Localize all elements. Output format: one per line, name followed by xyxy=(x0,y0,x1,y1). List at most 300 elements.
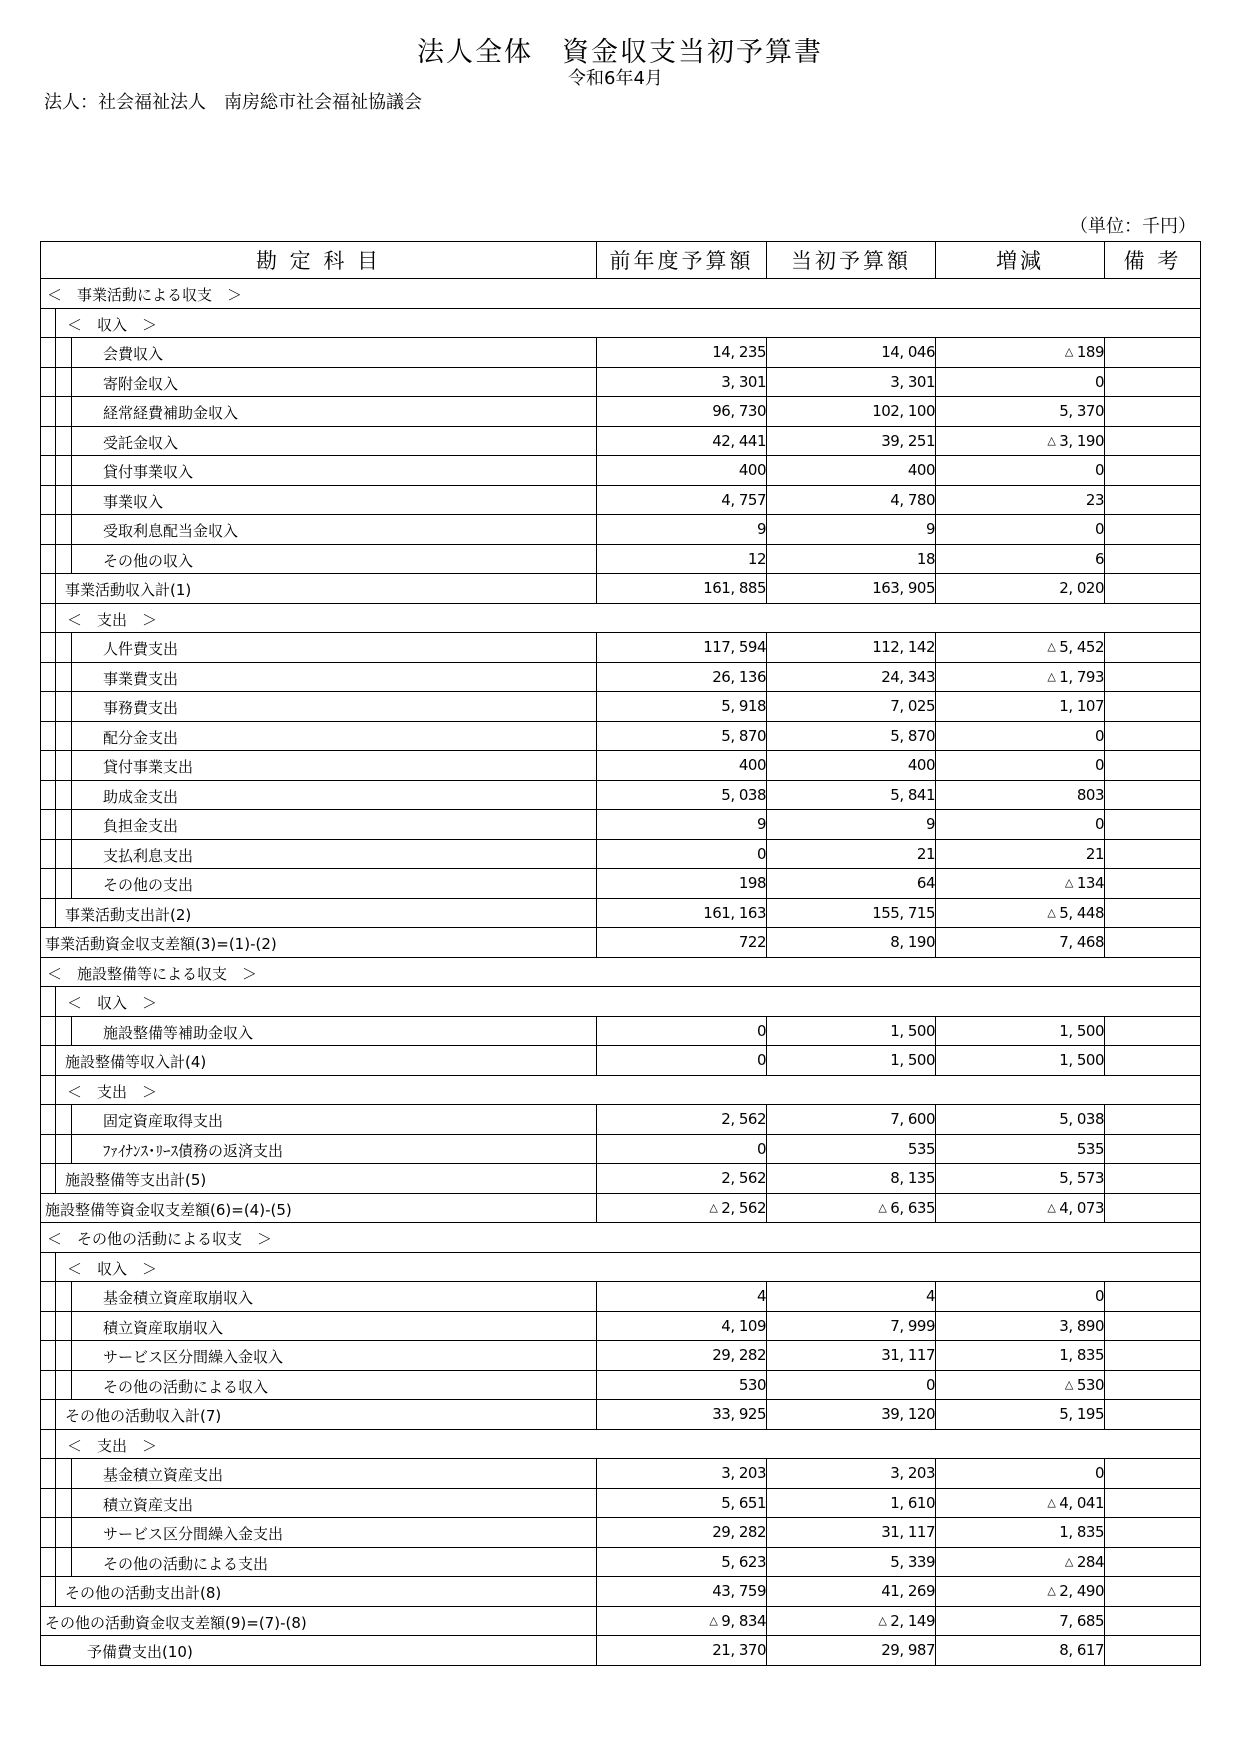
amount-value: 1, 500 xyxy=(1059,1021,1104,1040)
row-label-cell xyxy=(41,1193,597,1223)
negative-marker: △ xyxy=(1064,1554,1073,1568)
remarks-cell xyxy=(1105,751,1201,781)
table-row xyxy=(41,987,1201,1017)
row-label-cell xyxy=(41,544,597,574)
amount-value: 0 xyxy=(1094,815,1104,834)
table-row xyxy=(41,1341,1201,1371)
amount-value: 2, 562 xyxy=(721,1110,766,1129)
col-header-remarks: 備 考 xyxy=(1105,242,1201,279)
table-row xyxy=(41,692,1201,722)
amount-value: 3, 203 xyxy=(890,1464,935,1483)
row-label: その他の支出 xyxy=(103,876,194,894)
indent-rule xyxy=(55,869,56,899)
change-cell xyxy=(936,515,1105,545)
remarks-cell xyxy=(1105,662,1201,692)
initial-budget-cell xyxy=(767,928,936,958)
remarks-cell xyxy=(1105,544,1201,574)
row-label-cell xyxy=(41,898,597,928)
amount-value: 26, 136 xyxy=(712,667,766,686)
negative-marker: △ xyxy=(1047,1200,1056,1214)
prev-budget-cell xyxy=(597,574,767,604)
initial-budget-cell xyxy=(767,1341,936,1371)
row-label-cell xyxy=(41,367,597,397)
amount-value: 1, 500 xyxy=(890,1051,935,1070)
row-label: ＜ 支出 ＞ xyxy=(67,610,158,629)
prev-budget-cell xyxy=(597,1488,767,1518)
change-cell xyxy=(936,1193,1105,1223)
amount-value: 0 xyxy=(756,1139,766,1158)
indent-rule xyxy=(55,1105,56,1135)
change-cell xyxy=(936,1577,1105,1607)
remarks-cell xyxy=(1105,456,1201,486)
indent-rule xyxy=(55,839,56,869)
indent-rule xyxy=(55,1134,56,1164)
indent-rule xyxy=(71,1341,72,1371)
amount-value: 3, 301 xyxy=(721,372,766,391)
indent-rule xyxy=(71,1105,72,1135)
table-row xyxy=(41,633,1201,663)
initial-budget-cell xyxy=(767,574,936,604)
prev-budget-cell xyxy=(597,1459,767,1489)
initial-budget-cell xyxy=(767,751,936,781)
prev-budget-cell xyxy=(597,1164,767,1194)
remarks-cell xyxy=(1105,810,1201,840)
amount-value: 4 xyxy=(756,1287,766,1306)
row-label: 基金積立資産取崩収入 xyxy=(103,1289,254,1307)
table-row xyxy=(41,574,1201,604)
amount-value: 400 xyxy=(738,461,766,480)
row-label-cell xyxy=(41,780,597,810)
row-label-cell xyxy=(41,397,597,427)
report-date: 令和6年4月 xyxy=(568,68,663,89)
amount-value: 8, 617 xyxy=(1059,1641,1104,1660)
remarks-cell xyxy=(1105,1547,1201,1577)
remarks-cell xyxy=(1105,338,1201,368)
prev-budget-cell xyxy=(597,928,767,958)
row-label: サービス区分間繰入金支出 xyxy=(103,1525,284,1543)
remarks-cell xyxy=(1105,515,1201,545)
indent-rule xyxy=(55,308,56,338)
remarks-cell xyxy=(1105,721,1201,751)
amount-value: 0 xyxy=(1094,372,1104,391)
row-label: その他の収入 xyxy=(103,551,194,570)
remarks-cell xyxy=(1105,574,1201,604)
prev-budget-cell xyxy=(597,1311,767,1341)
amount-value: 9 xyxy=(756,520,766,539)
table-row xyxy=(41,1636,1201,1666)
row-label: 積立資産支出 xyxy=(103,1495,194,1514)
prev-budget-cell xyxy=(597,1518,767,1548)
row-label-cell xyxy=(41,308,1201,338)
remarks-cell xyxy=(1105,1636,1201,1666)
row-label: 施設整備等支出計(5) xyxy=(65,1171,207,1189)
change-cell xyxy=(936,1370,1105,1400)
indent-rule xyxy=(71,1282,72,1312)
indent-rule xyxy=(71,1459,72,1489)
amount-value: 7, 468 xyxy=(1059,933,1104,952)
row-label-cell xyxy=(41,1016,597,1046)
table-row xyxy=(41,928,1201,958)
amount-value: 5, 918 xyxy=(721,697,766,716)
table-row xyxy=(41,1016,1201,1046)
amount-value: 41, 269 xyxy=(881,1582,935,1601)
change-cell xyxy=(936,898,1105,928)
amount-value: 96, 730 xyxy=(712,402,766,421)
remarks-cell xyxy=(1105,1459,1201,1489)
initial-budget-cell xyxy=(767,1606,936,1636)
row-label-cell xyxy=(41,692,597,722)
amount-value: 5, 448 xyxy=(1059,903,1104,922)
initial-budget-cell xyxy=(767,1311,936,1341)
initial-budget-cell xyxy=(767,780,936,810)
row-label-cell xyxy=(41,1223,1201,1253)
indent-rule xyxy=(55,692,56,722)
row-label: その他の活動による支出 xyxy=(103,1554,269,1573)
indent-rule xyxy=(55,1341,56,1371)
indent-rule xyxy=(55,1547,56,1577)
row-label-cell xyxy=(41,1341,597,1371)
amount-value: 117, 594 xyxy=(703,638,766,657)
prev-budget-cell xyxy=(597,692,767,722)
initial-budget-cell xyxy=(767,692,936,722)
amount-value: 9, 834 xyxy=(721,1611,766,1630)
amount-value: 4, 073 xyxy=(1059,1198,1104,1217)
prev-budget-cell xyxy=(597,397,767,427)
amount-value: 33, 925 xyxy=(712,1405,766,1424)
table-row xyxy=(41,1429,1201,1459)
table-row xyxy=(41,1046,1201,1076)
table-row xyxy=(41,544,1201,574)
amount-value: 4, 041 xyxy=(1059,1493,1104,1512)
remarks-cell xyxy=(1105,839,1201,869)
amount-value: 3, 301 xyxy=(890,372,935,391)
remarks-cell xyxy=(1105,1488,1201,1518)
amount-value: 2, 490 xyxy=(1059,1582,1104,1601)
prev-budget-cell xyxy=(597,1046,767,1076)
change-cell xyxy=(936,780,1105,810)
negative-marker: △ xyxy=(709,1200,718,1214)
prev-budget-cell xyxy=(597,1016,767,1046)
initial-budget-cell xyxy=(767,839,936,869)
amount-value: 5, 038 xyxy=(1059,1110,1104,1129)
row-label: 事業収入 xyxy=(103,492,164,511)
row-label-cell xyxy=(41,1547,597,1577)
table-row xyxy=(41,1134,1201,1164)
table-row xyxy=(41,1459,1201,1489)
amount-value: 7, 025 xyxy=(890,697,935,716)
table-row xyxy=(41,1252,1201,1282)
indent-rule xyxy=(55,1311,56,1341)
table-row xyxy=(41,1193,1201,1223)
indent-rule xyxy=(55,1252,56,1282)
amount-value: 39, 120 xyxy=(881,1405,935,1424)
prev-budget-cell xyxy=(597,426,767,456)
amount-value: 24, 343 xyxy=(881,667,935,686)
row-label-cell xyxy=(41,751,597,781)
amount-value: 1, 793 xyxy=(1059,667,1104,686)
indent-rule xyxy=(71,1134,72,1164)
indent-rule xyxy=(71,544,72,574)
table-row xyxy=(41,1400,1201,1430)
amount-value: 3, 203 xyxy=(721,1464,766,1483)
initial-budget-cell xyxy=(767,338,936,368)
amount-value: 0 xyxy=(1094,756,1104,775)
indent-rule xyxy=(55,603,56,633)
amount-value: 161, 163 xyxy=(703,903,766,922)
change-cell xyxy=(936,1282,1105,1312)
indent-rule xyxy=(71,1547,72,1577)
change-cell xyxy=(936,1105,1105,1135)
table-row xyxy=(41,751,1201,781)
initial-budget-cell xyxy=(767,1577,936,1607)
remarks-cell xyxy=(1105,692,1201,722)
initial-budget-cell xyxy=(767,1636,936,1666)
indent-rule xyxy=(55,485,56,515)
remarks-cell xyxy=(1105,1134,1201,1164)
change-cell xyxy=(936,544,1105,574)
indent-rule xyxy=(55,1164,56,1194)
table-row xyxy=(41,869,1201,899)
change-cell xyxy=(936,1046,1105,1076)
table-row xyxy=(41,308,1201,338)
initial-budget-cell xyxy=(767,633,936,663)
prev-budget-cell xyxy=(597,1606,767,1636)
change-cell xyxy=(936,928,1105,958)
amount-value: 803 xyxy=(1076,785,1104,804)
negative-marker: △ xyxy=(1064,345,1073,359)
row-label-cell xyxy=(41,1606,597,1636)
indent-rule xyxy=(71,692,72,722)
initial-budget-cell xyxy=(767,1134,936,1164)
initial-budget-cell xyxy=(767,1046,936,1076)
initial-budget-cell xyxy=(767,1518,936,1548)
table-row xyxy=(41,1311,1201,1341)
amount-value: 5, 370 xyxy=(1059,402,1104,421)
change-cell xyxy=(936,633,1105,663)
unit-label: （単位：千円） xyxy=(1070,216,1196,237)
prev-budget-cell xyxy=(597,1341,767,1371)
remarks-cell xyxy=(1105,1105,1201,1135)
prev-budget-cell xyxy=(597,810,767,840)
table-row xyxy=(41,1370,1201,1400)
row-label: その他の活動による収入 xyxy=(103,1377,269,1396)
prev-budget-cell xyxy=(597,1282,767,1312)
indent-rule xyxy=(71,780,72,810)
amount-value: 29, 282 xyxy=(712,1346,766,1365)
change-cell xyxy=(936,338,1105,368)
row-label: その他の活動資金収支差額(9)=(7)-(8) xyxy=(45,1613,307,1632)
amount-value: 134 xyxy=(1076,874,1104,893)
initial-budget-cell xyxy=(767,1016,936,1046)
prev-budget-cell xyxy=(597,1134,767,1164)
change-cell xyxy=(936,574,1105,604)
row-label-cell xyxy=(41,928,597,958)
negative-marker: △ xyxy=(1047,905,1056,919)
amount-value: 3, 890 xyxy=(1059,1316,1104,1335)
remarks-cell xyxy=(1105,1164,1201,1194)
row-label: ﾌｧｲﾅﾝｽ･ﾘｰｽ債務の返済支出 xyxy=(103,1141,284,1160)
change-cell xyxy=(936,692,1105,722)
amount-value: 23 xyxy=(1085,490,1104,509)
indent-rule xyxy=(71,485,72,515)
initial-budget-cell xyxy=(767,810,936,840)
prev-budget-cell xyxy=(597,1193,767,1223)
prev-budget-cell xyxy=(597,780,767,810)
amount-value: 0 xyxy=(1094,461,1104,480)
amount-value: 2, 149 xyxy=(890,1611,935,1630)
col-header-account: 勘 定 科 目 xyxy=(41,242,597,279)
amount-value: 400 xyxy=(738,756,766,775)
change-cell xyxy=(936,1636,1105,1666)
prev-budget-cell xyxy=(597,721,767,751)
remarks-cell xyxy=(1105,426,1201,456)
row-label: 事業活動支出計(2) xyxy=(65,905,192,924)
change-cell xyxy=(936,397,1105,427)
change-cell xyxy=(936,1606,1105,1636)
row-label: その他の活動収入計(7) xyxy=(65,1407,222,1425)
row-label: 受取利息配当金収入 xyxy=(103,522,239,540)
amount-value: 5, 651 xyxy=(721,1493,766,1512)
amount-value: 2, 020 xyxy=(1059,579,1104,598)
change-cell xyxy=(936,1518,1105,1548)
initial-budget-cell xyxy=(767,869,936,899)
amount-value: 535 xyxy=(1076,1139,1104,1158)
row-label-cell xyxy=(41,1400,597,1430)
remarks-cell xyxy=(1105,397,1201,427)
amount-value: 8, 135 xyxy=(890,1169,935,1188)
remarks-cell xyxy=(1105,1046,1201,1076)
amount-value: 31, 117 xyxy=(881,1523,935,1542)
indent-rule xyxy=(55,544,56,574)
indent-rule xyxy=(55,662,56,692)
prev-budget-cell xyxy=(597,662,767,692)
indent-rule xyxy=(55,1518,56,1548)
initial-budget-cell xyxy=(767,1282,936,1312)
row-label: サービス区分間繰入金収入 xyxy=(103,1348,284,1366)
amount-value: 14, 235 xyxy=(712,343,766,362)
amount-value: 0 xyxy=(925,1375,935,1394)
indent-rule xyxy=(55,1075,56,1105)
initial-budget-cell xyxy=(767,544,936,574)
amount-value: 7, 600 xyxy=(890,1110,935,1129)
row-label-cell xyxy=(41,1370,597,1400)
amount-value: 9 xyxy=(756,815,766,834)
amount-value: 400 xyxy=(907,756,935,775)
table-row xyxy=(41,338,1201,368)
change-cell xyxy=(936,810,1105,840)
row-label-cell xyxy=(41,1459,597,1489)
indent-rule xyxy=(55,1282,56,1312)
table-row xyxy=(41,1547,1201,1577)
table-row xyxy=(41,426,1201,456)
row-label: 配分金支出 xyxy=(103,728,179,747)
amount-value: 5, 623 xyxy=(721,1552,766,1571)
initial-budget-cell xyxy=(767,397,936,427)
table-row xyxy=(41,603,1201,633)
row-label: ＜ 施設整備等による収支 ＞ xyxy=(47,964,258,983)
budget-table xyxy=(40,241,1201,1666)
amount-value: 4, 109 xyxy=(721,1316,766,1335)
row-label: 事務費支出 xyxy=(103,699,179,717)
negative-marker: △ xyxy=(1047,1495,1056,1509)
row-label-cell xyxy=(41,987,1201,1017)
amount-value: 0 xyxy=(1094,520,1104,539)
prev-budget-cell xyxy=(597,633,767,663)
indent-rule xyxy=(55,426,56,456)
change-cell xyxy=(936,839,1105,869)
amount-value: 21 xyxy=(916,844,935,863)
prev-budget-cell xyxy=(597,898,767,928)
table-row xyxy=(41,662,1201,692)
amount-value: 163, 905 xyxy=(872,579,935,598)
change-cell xyxy=(936,367,1105,397)
table-row xyxy=(41,367,1201,397)
change-cell xyxy=(936,721,1105,751)
change-cell xyxy=(936,426,1105,456)
indent-rule xyxy=(55,515,56,545)
prev-budget-cell xyxy=(597,1370,767,1400)
row-label: 寄附金収入 xyxy=(103,374,179,393)
corporation-name: 法人：社会福祉法人 南房総市社会福祉協議会 xyxy=(44,92,422,113)
amount-value: 722 xyxy=(738,933,766,952)
row-label: 経常経費補助金収入 xyxy=(103,404,239,422)
indent-rule xyxy=(55,1459,56,1489)
initial-budget-cell xyxy=(767,1193,936,1223)
amount-value: 5, 195 xyxy=(1059,1405,1104,1424)
table-row xyxy=(41,1075,1201,1105)
initial-budget-cell xyxy=(767,515,936,545)
row-label: 貸付事業収入 xyxy=(103,463,194,481)
remarks-cell xyxy=(1105,869,1201,899)
table-header-row xyxy=(41,242,1201,279)
row-label-cell xyxy=(41,515,597,545)
amount-value: 535 xyxy=(907,1139,935,1158)
prev-budget-cell xyxy=(597,1547,767,1577)
indent-rule xyxy=(71,456,72,486)
amount-value: 7, 685 xyxy=(1059,1611,1104,1630)
initial-budget-cell xyxy=(767,1488,936,1518)
table-body xyxy=(41,279,1201,1666)
amount-value: 7, 999 xyxy=(890,1316,935,1335)
col-header-change: 増減 xyxy=(936,242,1105,279)
indent-rule xyxy=(55,456,56,486)
row-label: その他の活動支出計(8) xyxy=(65,1584,222,1602)
indent-rule xyxy=(71,1370,72,1400)
negative-marker: △ xyxy=(1047,640,1056,654)
amount-value: 18 xyxy=(916,549,935,568)
amount-value: 0 xyxy=(1094,726,1104,745)
initial-budget-cell xyxy=(767,1459,936,1489)
indent-rule xyxy=(55,574,56,604)
indent-rule xyxy=(55,898,56,928)
indent-rule xyxy=(71,397,72,427)
amount-value: 1, 500 xyxy=(890,1021,935,1040)
row-label: ＜ 収入 ＞ xyxy=(67,994,158,1012)
amount-value: 5, 870 xyxy=(890,726,935,745)
amount-value: 12 xyxy=(747,549,766,568)
table-row xyxy=(41,1606,1201,1636)
row-label-cell xyxy=(41,1429,1201,1459)
row-label-cell xyxy=(41,1164,597,1194)
row-label-cell xyxy=(41,839,597,869)
indent-rule xyxy=(71,338,72,368)
remarks-cell xyxy=(1105,1341,1201,1371)
amount-value: 39, 251 xyxy=(881,431,935,450)
row-label: 支払利息支出 xyxy=(103,846,194,865)
table-row xyxy=(41,780,1201,810)
negative-marker: △ xyxy=(1047,1584,1056,1598)
initial-budget-cell xyxy=(767,426,936,456)
